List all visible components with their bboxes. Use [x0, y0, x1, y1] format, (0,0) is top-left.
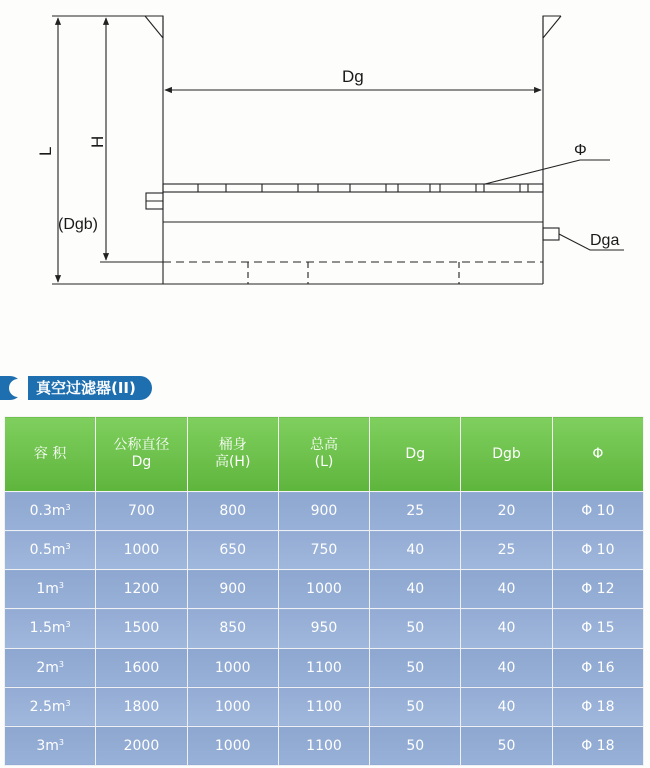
table-cell-l: 950: [278, 609, 369, 648]
table-cell-h: 850: [187, 609, 278, 648]
table-cell-dgb: 50: [461, 726, 552, 765]
table-cell-dg2: 50: [370, 726, 461, 765]
filter-plate-holes: [198, 184, 528, 192]
table-cell-volume: $1m^3$: [5, 570, 96, 609]
header-total-height: 总高 (L): [278, 417, 369, 492]
table-row: [5, 609, 644, 648]
section-header: [0, 374, 300, 402]
table-cell-dg2: 50: [370, 609, 461, 648]
table-cell-h: 1000: [187, 648, 278, 687]
table-cell-h: 1000: [187, 726, 278, 765]
table-cell-dg: 700: [96, 492, 187, 531]
table-cell-dgb: 20: [461, 492, 552, 531]
table-cell-dgb: 40: [461, 687, 552, 726]
table-cell-dg: 1200: [96, 570, 187, 609]
table-cell-dgb: 25: [461, 531, 552, 570]
table-row: [5, 570, 644, 609]
header-dg: Dg: [370, 417, 461, 492]
header-volume: 容 积: [5, 417, 96, 492]
filter-plate: [163, 184, 543, 192]
table-cell-volume: $3m^3$: [5, 726, 96, 765]
table-cell-dg: 1000: [96, 531, 187, 570]
header-nominal-diameter: 公称直径 Dg: [96, 417, 187, 492]
table-cell-dg: 1600: [96, 648, 187, 687]
table-cell-phi: Φ 16: [552, 648, 643, 687]
table-cell-dgb: 40: [461, 609, 552, 648]
table-cell-l: 1100: [278, 726, 369, 765]
table-cell-dg2: 25: [370, 492, 461, 531]
table-cell-phi: Φ 18: [552, 687, 643, 726]
table-cell-dg2: 40: [370, 570, 461, 609]
table-cell-dg: 1500: [96, 609, 187, 648]
table-cell-l: 750: [278, 531, 369, 570]
table-cell-dg: 2000: [96, 726, 187, 765]
table-cell-volume: $0.5m^3$: [5, 531, 96, 570]
table-header-row: [5, 417, 644, 492]
h-label: H: [88, 135, 107, 148]
table-cell-dg2: 50: [370, 687, 461, 726]
table-cell-h: 650: [187, 531, 278, 570]
table-cell-volume: $2.5m^3$: [5, 687, 96, 726]
table-cell-h: 800: [187, 492, 278, 531]
table-cell-dgb: 40: [461, 570, 552, 609]
table-cell-dgb: 40: [461, 648, 552, 687]
phi-label: Φ: [574, 142, 587, 159]
dga-label: Dga: [590, 232, 620, 249]
table-row: [5, 687, 644, 726]
table-cell-dg2: 50: [370, 648, 461, 687]
table-row: [5, 531, 644, 570]
table-cell-h: 1000: [187, 687, 278, 726]
table-cell-phi: Φ 10: [552, 492, 643, 531]
header-dgb: Dgb: [461, 417, 552, 492]
table-cell-phi: Φ 12: [552, 570, 643, 609]
header-body-height: 桶身 高(H): [187, 417, 278, 492]
section-title: 真空过滤器(II): [28, 376, 152, 400]
l-label: L: [36, 146, 55, 156]
filter-technical-drawing: [0, 0, 650, 300]
table-row: [5, 492, 644, 531]
table-cell-h: 900: [187, 570, 278, 609]
table-row: [5, 726, 644, 765]
table-cell-dg: 1800: [96, 687, 187, 726]
table-cell-volume: $0.3m^3$: [5, 492, 96, 531]
spec-table: [4, 416, 644, 766]
dg-label: Dg: [342, 67, 364, 86]
table-cell-volume: $2m^3$: [5, 648, 96, 687]
table-cell-volume: $1.5m^3$: [5, 609, 96, 648]
table-cell-l: 900: [278, 492, 369, 531]
right-nozzle: [543, 228, 559, 240]
table-cell-phi: Φ 10: [552, 531, 643, 570]
table-cell-phi: Φ 18: [552, 726, 643, 765]
table-cell-dg2: 40: [370, 531, 461, 570]
section-bullet-icon: [0, 376, 22, 400]
phi-leader: [485, 160, 610, 184]
dgb-label: (Dgb): [58, 216, 99, 233]
table-row: [5, 648, 644, 687]
table-cell-phi: Φ 15: [552, 609, 643, 648]
table-cell-l: 1100: [278, 648, 369, 687]
table-cell-l: 1000: [278, 570, 369, 609]
table-cell-l: 1100: [278, 687, 369, 726]
header-phi: Φ: [552, 417, 643, 492]
